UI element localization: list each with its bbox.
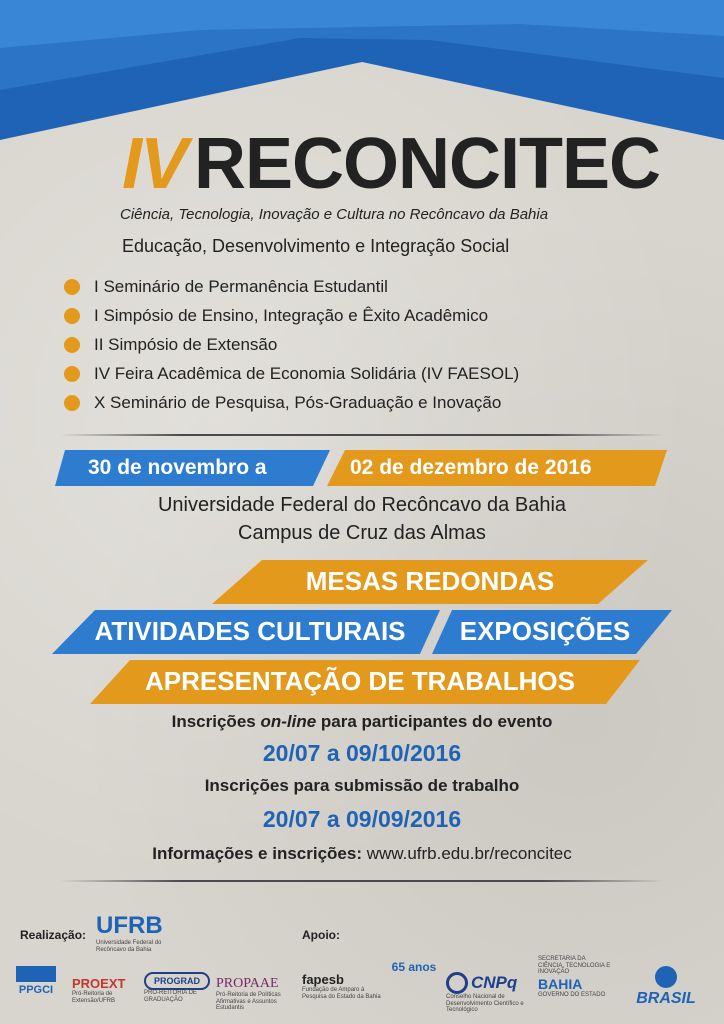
venue-campus: Campus de Cruz das Almas [238, 522, 486, 544]
subtitle: Ciência, Tecnologia, Inovação e Cultura no Recôncavo da Bahia [120, 206, 549, 223]
bullet-icon [64, 395, 80, 411]
divider-top [60, 434, 664, 436]
event-item [64, 330, 664, 359]
bullet-icon [64, 308, 80, 324]
cnpq-logo: CNPq Conselho Nacional de Desenvolvimento Científico e Tecnológico [446, 973, 524, 1014]
title-reconcitec: RECONCITEC [194, 124, 661, 204]
theme-line: Educação, Desenvolvimento e Integração Social [122, 236, 510, 256]
bullet-icon [64, 279, 80, 295]
event-label: I Seminário de Permanência Estudantil [94, 276, 388, 296]
venue-university: Universidade Federal do Recôncavo da Bahia [157, 494, 567, 516]
bahia-logo: SECRETARIA DA CIÊNCIA, TECNOLOGIA E INOVAÇÃO BAHIA GOVERNO DO ESTADO [538, 956, 611, 998]
online-registration-label: Inscrições on-line para participantes do evento [171, 712, 553, 731]
ufrb-logo: UFRB Universidade Federal do Recôncavo da Bahia [96, 912, 163, 953]
submission-registration-period: 20/07 a 09/09/2016 [262, 806, 462, 832]
date-start: 30 de novembro a [88, 456, 267, 479]
event-label: IV Feira Acadêmica de Economia Solidária (IV FAESOL) [94, 363, 520, 383]
event-label: I Simpósio de Ensino, Integração e Êxito Acadêmico [94, 305, 489, 325]
info-url[interactable]: www.ufrb.edu.br/reconcitec [362, 844, 572, 863]
capes-logo: 65 anos [391, 960, 437, 974]
building-icon [16, 966, 56, 982]
event-item [64, 359, 664, 388]
submission-registration-label: Inscrições para submissão de trabalho [204, 776, 520, 795]
proext-logo: PROEXT Pró-Reitoria de Extensão/UFRB [72, 976, 126, 1004]
brasil-logo: BRASIL [616, 966, 716, 1008]
event-item [64, 272, 664, 301]
divider-bottom [60, 880, 664, 882]
event-item [64, 388, 664, 417]
cnpq-swirl-icon [446, 972, 468, 994]
atividades-culturais-label: ATIVIDADES CULTURAIS [94, 616, 406, 646]
date-end: 02 de dezembro de 2016 [350, 456, 592, 479]
bullet-icon [64, 366, 80, 382]
title-iv: IV [122, 124, 187, 204]
info-line [0, 844, 724, 864]
event-label: II Simpósio de Extensão [94, 334, 278, 354]
ppgci-logo: PPGCI [8, 966, 64, 996]
propaae-logo: PROPAAE Pró-Reitoria de Políticas Afirmativas e Assuntos Estudantis [216, 976, 281, 1012]
event-list [64, 272, 664, 417]
realizacao-label: Realização: [20, 928, 87, 942]
mesas-redondas-label: MESAS REDONDAS [305, 566, 555, 596]
info-label: Informações e inscrições: [152, 844, 362, 863]
fapesb-logo: fapesb Fundação de Amparo à Pesquisa do Estado da Bahia [302, 972, 381, 1000]
bullet-icon [64, 337, 80, 353]
apoio-label: Apoio: [302, 928, 340, 942]
event-item [64, 301, 664, 330]
exposicoes-label: EXPOSIÇÕES [459, 616, 631, 646]
globe-icon [655, 966, 677, 988]
online-registration-period: 20/07 a 09/10/2016 [262, 740, 462, 766]
event-label: X Seminário de Pesquisa, Pós-Graduação e Inovação [94, 392, 502, 412]
apresentacao-trabalhos-label: APRESENTAÇÃO DE TRABALHOS [145, 666, 575, 696]
prograd-logo: PROGRAD PRÓ-REITORIA DE GRADUAÇÃO [144, 972, 210, 1003]
